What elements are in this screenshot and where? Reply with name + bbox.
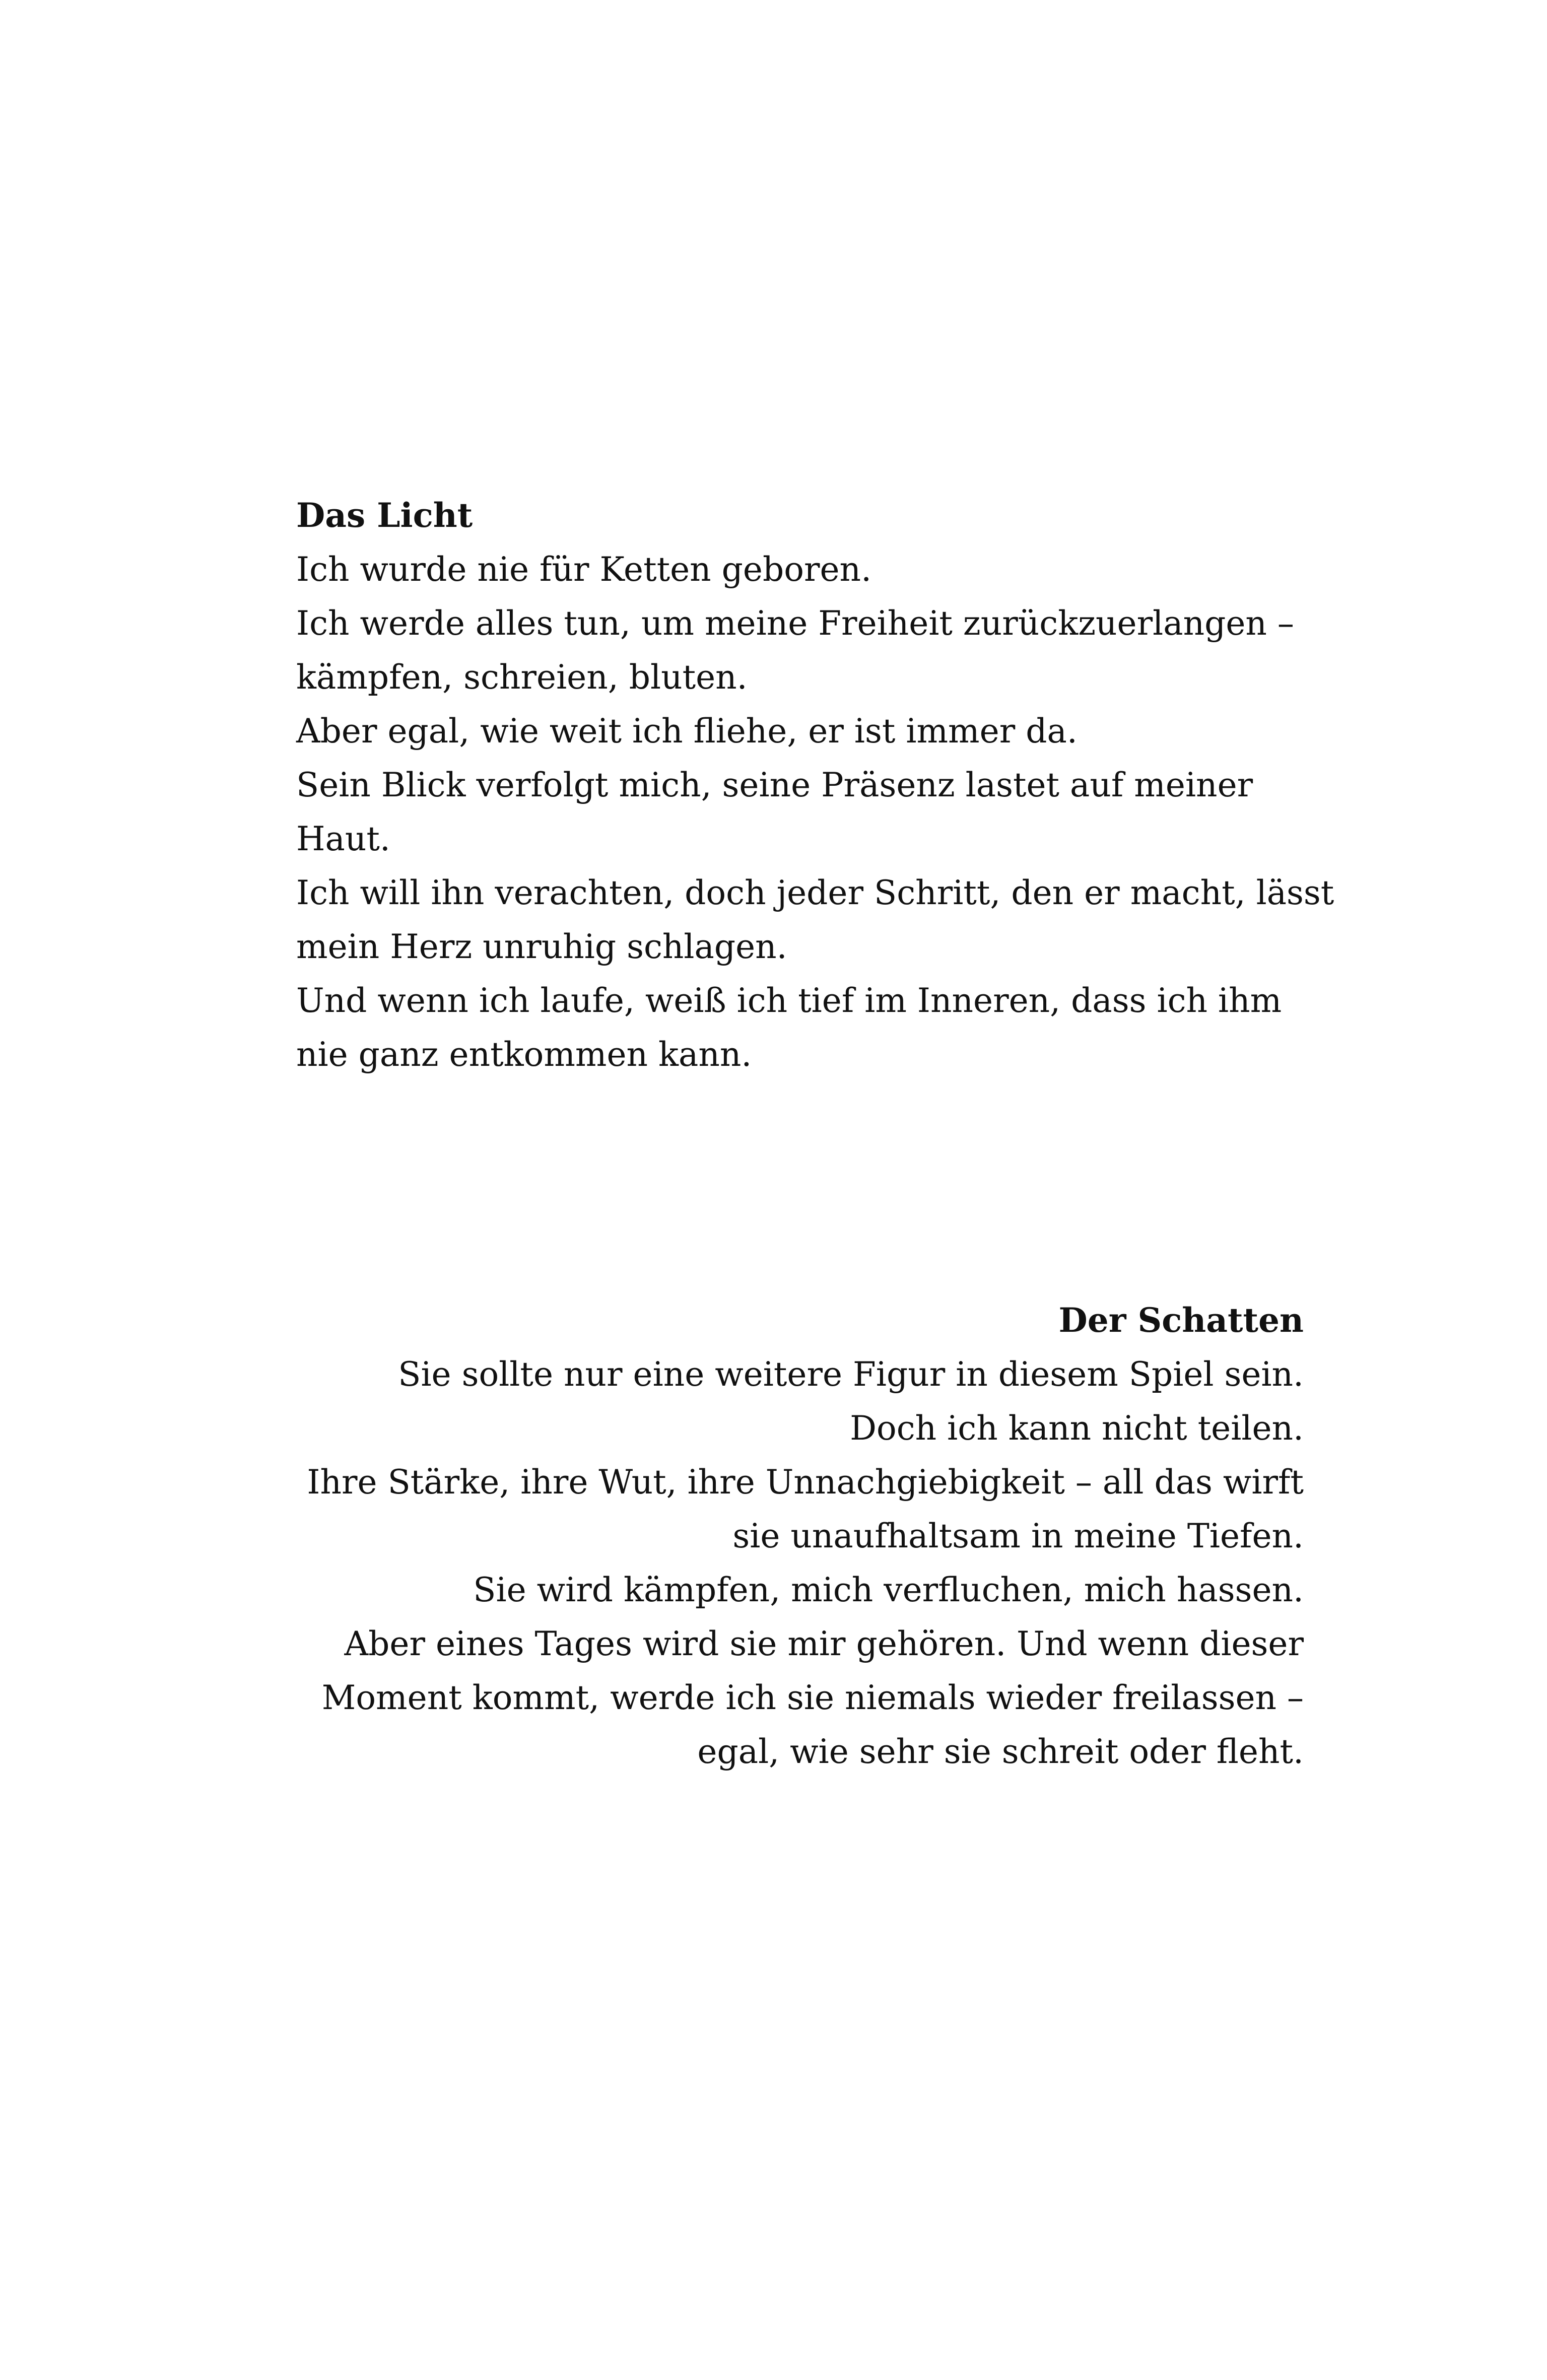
text-line: Ihre Stärke, ihre Wut, ihre Unnachgiebigkeit – all das wirft [307, 1463, 1304, 1502]
section-title-der-schatten: Der Schatten [1058, 1301, 1304, 1340]
text-line: Moment kommt, werde ich sie niemals wieder freilassen – [321, 1678, 1304, 1717]
text-line: Sie sollte nur eine weitere Figur in diesem Spiel sein. [398, 1355, 1304, 1394]
section-der-schatten [296, 1294, 1304, 1779]
text-line: Aber egal, wie weit ich fliehe, er ist immer da. [296, 712, 1078, 751]
text-line: Sie wird kämpfen, mich verfluchen, mich hassen. [473, 1571, 1304, 1609]
text-line: Ich will ihn verachten, doch jeder Schritt, den er macht, lässt [296, 873, 1334, 912]
text-line: mein Herz unruhig schlagen. [296, 927, 787, 966]
text-line: kämpfen, schreien, bluten. [296, 658, 748, 697]
text-line: Sein Blick verfolgt mich, seine Präsenz lastet auf meiner [296, 766, 1253, 804]
text-line: sie unaufhaltsam in meine Tiefen. [732, 1517, 1304, 1555]
text-line: Haut. [296, 820, 390, 858]
text-line: Doch ich kann nicht teilen. [850, 1409, 1304, 1448]
section-das-licht [296, 489, 1334, 1081]
section-title-das-licht: Das Licht [296, 496, 473, 535]
text-line: Und wenn ich laufe, weiß ich tief im Inneren, dass ich ihm [296, 981, 1282, 1020]
text-line: Ich wurde nie für Ketten geboren. [296, 550, 872, 589]
text-line: nie ganz entkommen kann. [296, 1035, 752, 1074]
text-line: Ich werde alles tun, um meine Freiheit zurückzuerlangen – [296, 604, 1294, 643]
text-line: Aber eines Tages wird sie mir gehören. Und wenn dieser [344, 1624, 1304, 1663]
text-line: egal, wie sehr sie schreit oder fleht. [697, 1732, 1304, 1771]
